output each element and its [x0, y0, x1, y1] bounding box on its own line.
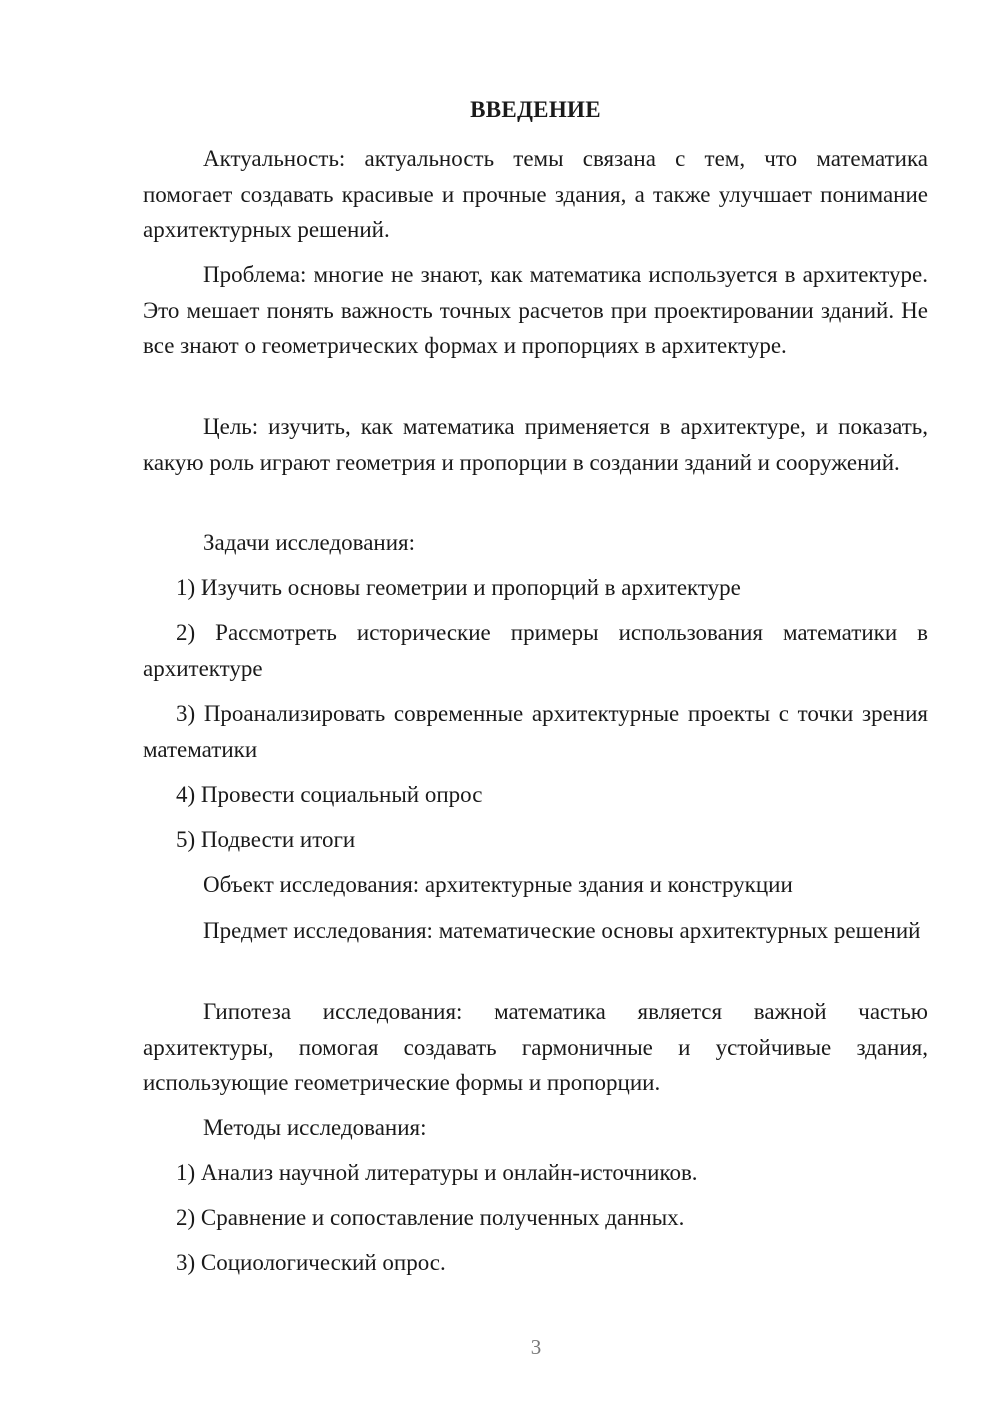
paragraph-object: Объект исследования: архитектурные здания и конструкции [203, 872, 793, 897]
paragraph-subject: Предмет исследования: математические основы архитектурных решений [203, 918, 921, 943]
methods-title: Методы исследования: [203, 1115, 427, 1140]
method-item-1: 1) Анализ научной литературы и онлайн-источников. [176, 1160, 698, 1185]
section-heading: ВВЕДЕНИЕ [470, 97, 601, 122]
task-item-3: 3) Проанализировать современные архитектурные проекты с точки зрения математики [143, 701, 928, 762]
method-item-3: 3) Социологический опрос. [176, 1250, 446, 1275]
task-item-2: 2) Рассмотреть исторические примеры использования математики в архитектуре [143, 620, 928, 681]
paragraph-hypothesis: Гипотеза исследования: математика является важной частью архитектуры, помогая создавать гармоничные и устойчивые здания, использующие геометрические формы и пропорции. [143, 999, 928, 1095]
task-item-1: 1) Изучить основы геометрии и пропорций в архитектуре [176, 575, 741, 600]
page-number: 3 [530, 1335, 542, 1359]
tasks-title: Задачи исследования: [203, 530, 416, 555]
paragraph-goal: Цель: изучить, как математика применяется в архитектуре, и показать, какую роль играют геометрия и пропорции в создании зданий и сооружений. [143, 414, 928, 475]
method-item-2: 2) Сравнение и сопоставление полученных данных. [176, 1205, 685, 1230]
task-item-4: 4) Провести социальный опрос [176, 782, 483, 807]
paragraph-relevance: Актуальность: актуальность темы связана с тем, что математика помогает создавать красивые и прочные здания, а также улучшает понимание архитектурных решений. [143, 146, 928, 242]
paragraph-problem: Проблема: многие не знают, как математика используется в архитектуре. Это мешает понять важность точных расчетов при проектировании зданий. Не все знают о геометрических формах и пропорциях в архитектуре. [143, 262, 928, 358]
task-item-5: 5) Подвести итоги [176, 827, 356, 852]
